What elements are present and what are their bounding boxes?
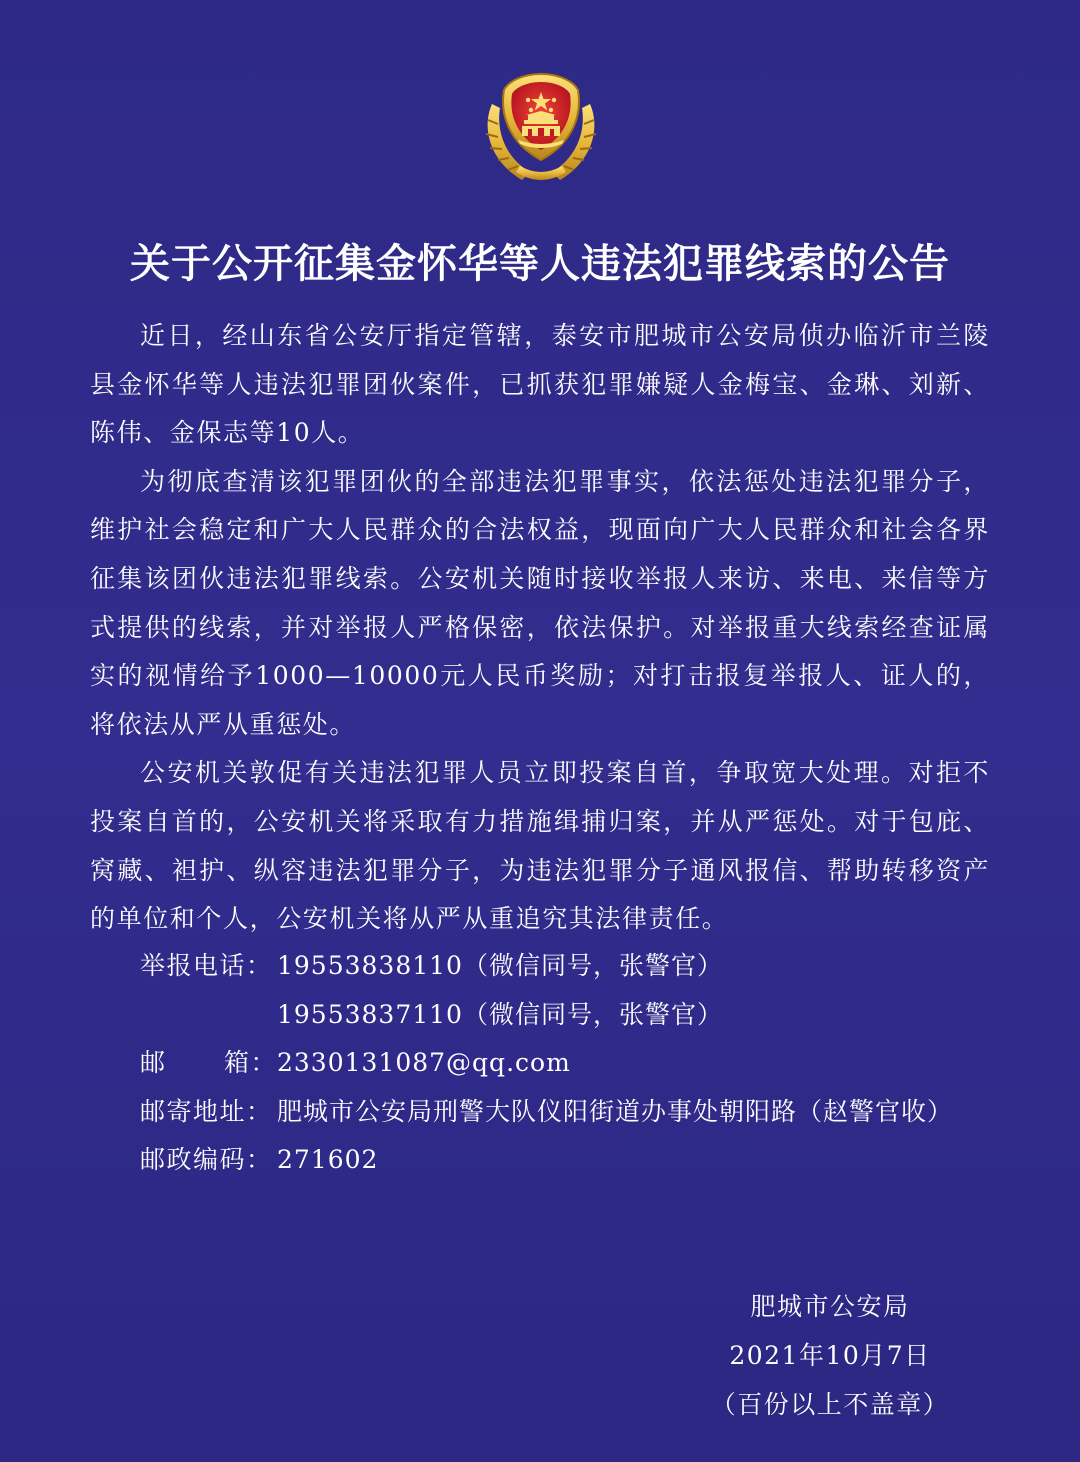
email-address: 2330131087@qq.com bbox=[277, 1048, 571, 1078]
address-label: 邮寄地址： bbox=[140, 1096, 273, 1126]
notice-body bbox=[90, 312, 990, 944]
phone-row-2 bbox=[140, 991, 1000, 1040]
postcode-label: 邮政编码： bbox=[140, 1145, 273, 1175]
seal-note: （百份以上不盖章） bbox=[710, 1390, 950, 1419]
paragraph: 公安机关敦促有关违法犯罪人员立即投案自首，争取宽大处理。对拒不投案自首的，公安机关将采取有力措施缉捕归案，并从严惩处。对于包庇、窝藏、袒护、纵容违法犯罪分子，为违法犯罪分子通风报信、帮助转移资产的单位和个人，公安机关将从严从重追究其法律责任。 bbox=[90, 758, 990, 934]
issuing-organization: 肥城市公安局 bbox=[750, 1292, 910, 1321]
mailing-address: 肥城市公安局刑警大队仪阳街道办事处朝阳路（赵警官收） bbox=[277, 1096, 954, 1126]
postcode-row bbox=[140, 1136, 1000, 1185]
paragraph: 为彻底查清该犯罪团伙的全部违法犯罪事实，依法惩处违法犯罪分子，维护社会稳定和广大人民群众的合法权益，现面向广大人民群众和社会各界征集该团伙违法犯罪线索。公安机关随时接收举报人来访、来电、来信等方式提供的线索，并对举报人严格保密，依法保护。对举报重大线索经查证属实的视情给予1000—10000元人民币奖励；对打击报复举报人、证人的，将依法从严从重惩处。 bbox=[90, 466, 990, 739]
issue-date: 2021年10月7日 bbox=[729, 1341, 931, 1370]
address-row bbox=[140, 1088, 1000, 1137]
phone-row bbox=[140, 942, 1000, 991]
email-row bbox=[140, 1039, 1000, 1088]
signature-block bbox=[700, 1282, 960, 1429]
police-emblem-icon bbox=[478, 68, 604, 188]
page-title: 关于公开征集金怀华等人违法犯罪线索的公告 bbox=[130, 241, 950, 287]
email-label-part-b: 箱： bbox=[223, 1048, 277, 1078]
email-label-part-a: 邮 bbox=[140, 1048, 167, 1078]
phone-number-2: 19553837110（微信同号，张警官） bbox=[277, 999, 723, 1029]
email-label bbox=[140, 1039, 277, 1088]
contact-info bbox=[140, 942, 1000, 1185]
phone-label-spacer bbox=[140, 991, 277, 1040]
phone-number-1: 19553838110（微信同号，张警官） bbox=[277, 951, 723, 980]
phone-label: 举报电话： bbox=[140, 951, 273, 980]
postcode: 271602 bbox=[277, 1145, 379, 1175]
paragraph: 近日，经山东省公安厅指定管辖，泰安市肥城市公安局侦办临沂市兰陵县金怀华等人违法犯罪团伙案件，已抓获犯罪嫌疑人金梅宝、金琳、刘新、陈伟、金保志等10人。 bbox=[90, 321, 990, 448]
